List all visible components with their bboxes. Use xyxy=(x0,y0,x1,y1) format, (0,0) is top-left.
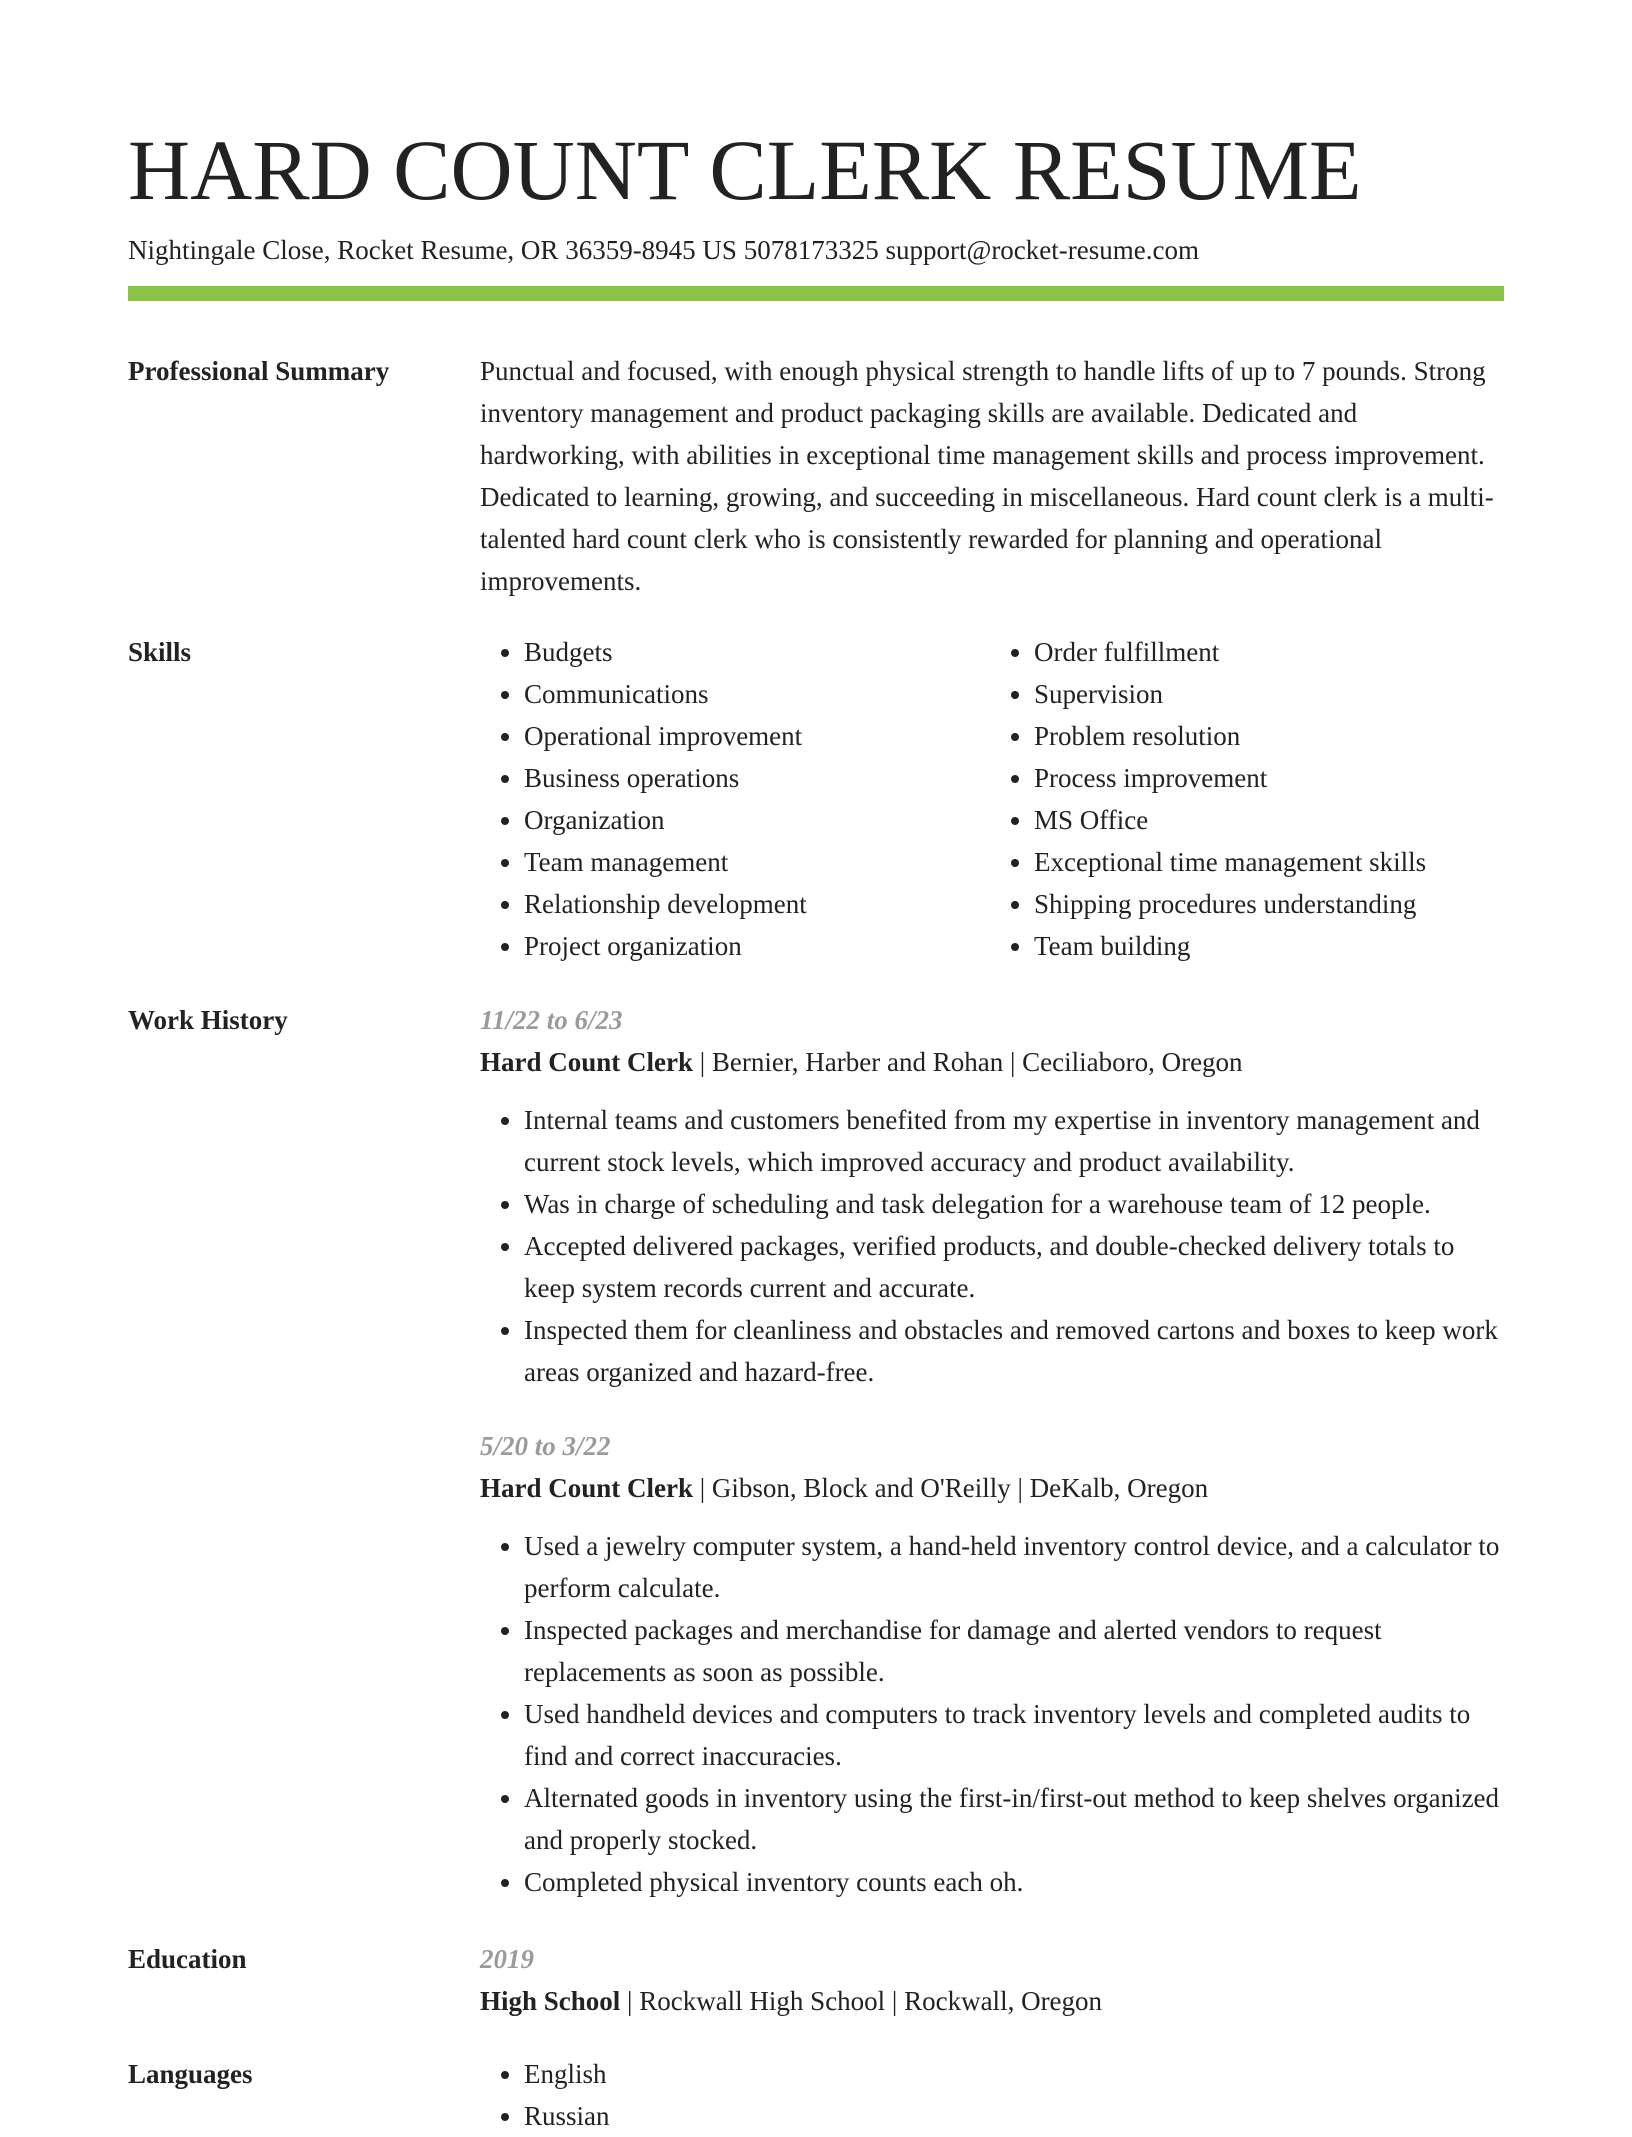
skill-item: • Team building xyxy=(1034,925,1494,967)
job-title: Hard Count Clerk xyxy=(480,1047,694,1077)
skills-list-right xyxy=(984,631,1494,967)
education-body xyxy=(480,1938,1504,2022)
skill-item: • Shipping procedures understanding xyxy=(1034,883,1494,925)
education-heading: Education xyxy=(128,1944,247,1974)
job-title: Hard Count Clerk xyxy=(480,1473,694,1503)
job-bullet: • Completed physical inventory counts each oh. xyxy=(524,1861,1504,1903)
summary-body xyxy=(480,350,1504,602)
skill-item: • Supervision xyxy=(1034,673,1494,715)
skill-item: • Process improvement xyxy=(1034,757,1494,799)
languages-body xyxy=(480,2053,1504,2137)
job-bullet: • Inspected them for cleanliness and obstacles and removed cartons and boxes to keep work areas organized and hazard-free. xyxy=(524,1309,1504,1393)
skill-item: • Problem resolution xyxy=(1034,715,1494,757)
job-bullet: • Used a jewelry computer system, a hand-held inventory control device, and a calculator to perform calculate. xyxy=(524,1525,1504,1609)
skill-item: • Team management xyxy=(524,841,984,883)
job-dates: 5/20 to 3/22 xyxy=(480,1431,611,1461)
resume-title: HARD COUNT CLERK RESUME xyxy=(128,122,1362,218)
summary-heading: Professional Summary xyxy=(128,356,390,386)
skill-item: • MS Office xyxy=(1034,799,1494,841)
skill-item: • Exceptional time management skills xyxy=(1034,841,1494,883)
job-heading xyxy=(480,1467,1504,1509)
skill-item: • Relationship development xyxy=(524,883,984,925)
skill-item: • Organization xyxy=(524,799,984,841)
skills-list-left xyxy=(480,631,984,967)
job-bullets xyxy=(480,1525,1504,1903)
job-bullet: • Inspected packages and merchandise for damage and alerted vendors to request replacements as soon as possible. xyxy=(524,1609,1504,1693)
job-bullet: • Accepted delivered packages, verified products, and double-checked delivery totals to keep system records current and accurate. xyxy=(524,1225,1504,1309)
education-date: 2019 xyxy=(480,1944,534,1974)
contact-line: Nightingale Close, Rocket Resume, OR 36359-8945 US 5078173325 support@rocket-resume.com xyxy=(128,235,1199,265)
work-history-body xyxy=(480,999,1504,1903)
job-dates: 11/22 to 6/23 xyxy=(480,1005,623,1035)
skill-item: • Communications xyxy=(524,673,984,715)
skills-heading: Skills xyxy=(128,637,192,667)
accent-divider xyxy=(128,286,1504,301)
job-bullets xyxy=(480,1099,1504,1393)
job-heading xyxy=(480,1041,1504,1083)
job-employer-location: | Gibson, Block and O'Reilly | DeKalb, Oregon xyxy=(693,1473,1209,1503)
job-bullet: • Alternated goods in inventory using the first-in/first-out method to keep shelves organized and properly stocked. xyxy=(524,1777,1504,1861)
job-bullet: • Internal teams and customers benefited from my expertise in inventory management and current stock levels, which improved accuracy and product availability. xyxy=(524,1099,1504,1183)
skills-columns xyxy=(480,631,1504,967)
skill-item: • Operational improvement xyxy=(524,715,984,757)
languages-heading: Languages xyxy=(128,2059,253,2089)
skill-item: • Order fulfillment xyxy=(1034,631,1494,673)
language-item: • Russian xyxy=(524,2095,1504,2137)
education-school-location: | Rockwall High School | Rockwall, Oregon xyxy=(620,1986,1103,2016)
education-degree: High School xyxy=(480,1986,621,2016)
summary-text: Punctual and focused, with enough physical strength to handle lifts of up to 7 pounds. Strong inventory management and product packaging skills are available. Dedicated and hardworking, with abilities in exceptional time management skills and process improvement. Dedicated to learning, growing, and succeeding in miscellaneous. Hard count clerk is a multi-talented hard count clerk who is consistently rewarded for planning and operational improvements. xyxy=(480,356,1494,596)
job-entry xyxy=(480,999,1504,1393)
languages-list xyxy=(480,2053,1504,2137)
work-history-heading: Work History xyxy=(128,1005,288,1035)
skill-item: • Business operations xyxy=(524,757,984,799)
education-line xyxy=(480,1980,1504,2022)
language-item: • English xyxy=(524,2053,1504,2095)
job-entry xyxy=(480,1425,1504,1903)
job-bullet: • Used handheld devices and computers to track inventory levels and completed audits to find and correct inaccuracies. xyxy=(524,1693,1504,1777)
skill-item: • Budgets xyxy=(524,631,984,673)
job-bullet: • Was in charge of scheduling and task delegation for a warehouse team of 12 people. xyxy=(524,1183,1504,1225)
skill-item: • Project organization xyxy=(524,925,984,967)
job-employer-location: | Bernier, Harber and Rohan | Ceciliaboro, Oregon xyxy=(693,1047,1243,1077)
